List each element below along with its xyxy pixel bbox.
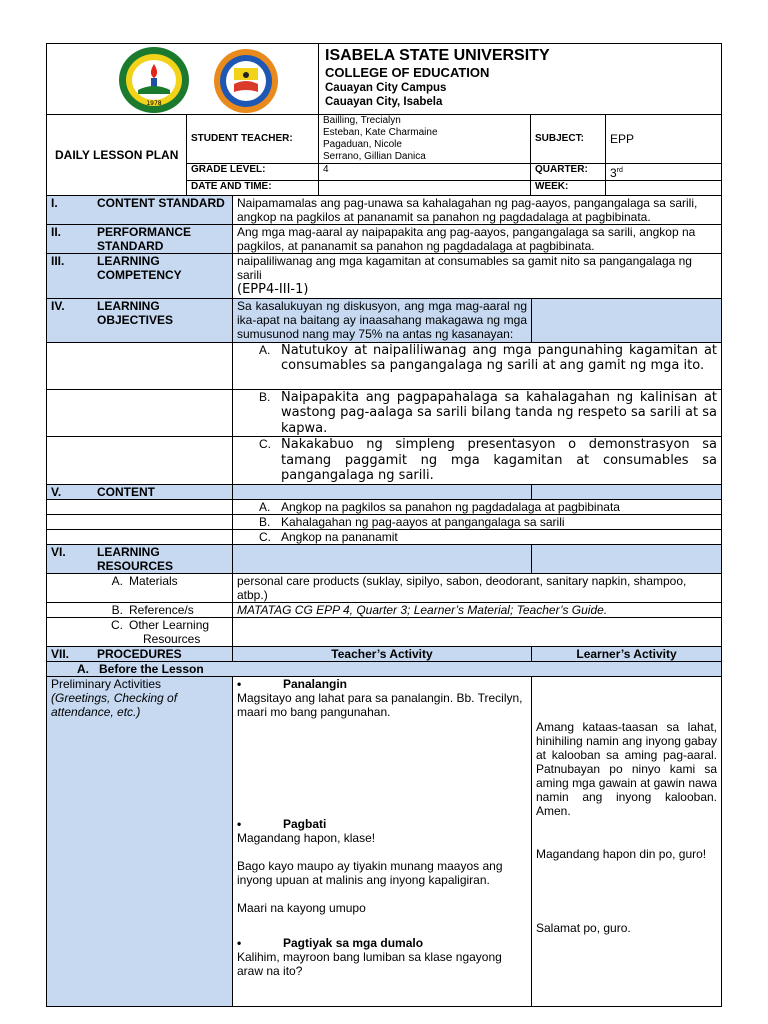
- content-left-empty: [47, 499, 233, 514]
- week-label: WEEK:: [531, 181, 606, 196]
- teacher-activity-cell: • Panalangin Magsitayo ang lahat para sa panalangin. Bb. Trecilyn, maari mo bang pangunahan. • Pagbati Magandang hapon, klase! Bago kayo maupo ay tiyakin munang maayos ang inyong upuan at malinis ang inyong kapaligiran. Maari na kayong umupo • Pagtiyak sa mga dumalo Kalihim, mayroon bang lumiban sa klase ngayong araw na ito?: [233, 676, 532, 1006]
- campus-name: Cauayan City Campus: [325, 82, 447, 94]
- content-left-empty: [47, 529, 233, 544]
- learner-thanks: Salamat po, guro.: [536, 920, 631, 935]
- seat-text: Bago kayo maupo ay tiyakin munang maayos ang inyong upuan at malinis ang inyong kapaligiran.: [237, 858, 503, 887]
- daily-lesson-plan-title: DAILY LESSON PLAN: [47, 115, 187, 196]
- performance-standard-heading: II. PERFORMANCE STANDARD: [47, 225, 233, 254]
- attendance-title: Pagtiyak sa mga dumalo: [283, 935, 424, 950]
- grade-level-value: 4: [319, 164, 531, 181]
- lesson-plan-page: [46, 43, 721, 1007]
- content-item: C. Angkop na pananamit: [233, 529, 722, 544]
- learner-activity-header: Learner’s Activity: [532, 646, 722, 661]
- content-heading: V. CONTENT: [47, 484, 233, 499]
- campus-city: Cauayan City, Isabela: [325, 96, 443, 108]
- student-teacher-name: Serrano, Gillian Danica: [323, 151, 426, 162]
- learning-competency-text: naipaliliwanag ang mga kagamitan at consumables sa gamit nito sa pangangalaga ng sarili (EPP4-III-1): [233, 254, 722, 299]
- objective-item: C. Nakakabuo ng simpleng presentasyon o demonstrasyon sa tamang paggamit ng mga kagamitan at consumables sa pangangalaga ng sarili.: [233, 437, 722, 485]
- seal-year: 1978: [146, 100, 162, 107]
- content-item: A. Angkop na pagkilos sa panahon ng pagdadalaga at pagbibinata: [233, 499, 722, 514]
- learner-prayer: Amang kataas-taasan sa lahat, hinihiling namin ang inyong gabay at kalooban sa aming pag-aaral. Patnubayan po ninyo kami sa aming mga gawain at gawin nawa namin ang inyong kalooban. Amen.: [536, 719, 718, 818]
- resource-materials: personal care products (suklay, sipilyo, sabon, deodorant, sanitary napkin, shampoo, atbp.): [233, 573, 722, 602]
- grade-level-label: GRADE LEVEL:: [187, 164, 319, 181]
- sit-text: Maari na kayong umupo: [237, 900, 366, 915]
- greeting-text: Magandang hapon, klase!: [237, 830, 376, 845]
- objective-left-empty: [47, 437, 233, 485]
- preliminary-note: (Greetings, Checking of: [51, 690, 178, 705]
- preliminary-label: Preliminary Activities: [51, 676, 162, 691]
- content-heading-empty: [233, 484, 532, 499]
- student-teacher-name: Pagaduan, Nicole: [323, 139, 402, 150]
- quarter-label: QUARTER:: [531, 164, 606, 181]
- content-heading-empty: [532, 484, 722, 499]
- greeting-title: Pagbati: [283, 816, 327, 831]
- resource-label: A. Materials: [47, 573, 233, 602]
- learner-activity-cell: [532, 676, 722, 1006]
- coe-seal-icon: [212, 48, 280, 114]
- content-item: B. Kahalagahan ng pag-aayos at pangangalaga sa sarili: [233, 514, 722, 529]
- attendance-text: Kalihim, mayroon bang lumiban sa klase ngayong araw na ito?: [237, 949, 502, 978]
- date-time-value[interactable]: [319, 181, 531, 196]
- subject-value: EPP: [606, 115, 722, 164]
- logos-cell: [47, 44, 319, 115]
- subject-label: SUBJECT:: [531, 115, 606, 164]
- institution-cell: [319, 44, 722, 115]
- date-time-label: DATE AND TIME:: [187, 181, 319, 196]
- quarter-value: 3rd: [606, 164, 722, 181]
- performance-standard-text: Ang mga mag-aaral ay naipapakita ang pag-aayos, pangangalaga sa sarili, angkop na pagkilos, at pananamit sa panahon ng pagdadalaga at pagbibinata.: [233, 225, 722, 254]
- resource-label: B. Reference/s: [47, 602, 233, 617]
- objective-left-empty: [47, 389, 233, 437]
- student-teacher-name: Esteban, Kate Charmaine: [323, 127, 438, 138]
- prayer-title: Panalangin: [283, 676, 348, 691]
- header-table: [46, 43, 722, 115]
- content-standard-heading: I. CONTENT STANDARD: [47, 196, 233, 225]
- learning-resources-empty: [532, 544, 722, 573]
- learning-resources-heading: VI. LEARNING RESOURCES: [47, 544, 233, 573]
- learning-competency-heading: III. LEARNING COMPETENCY: [47, 254, 233, 299]
- learning-resources-empty: [233, 544, 532, 573]
- resource-label: C. Other Learning Resources: [47, 617, 233, 646]
- resource-other: [233, 617, 722, 646]
- content-left-empty: [47, 514, 233, 529]
- learning-objectives-intro: Sa kasalukuyan ng diskusyon, ang mga mag-aaral ng ika-apat na baitang ay inaasahang makagawa ng mga sumusunod nang may 75% na antas ng kasanayan:: [233, 298, 532, 342]
- objective-left-empty: [47, 342, 233, 389]
- student-teacher-name: Bailling, Trecialyn: [323, 115, 401, 126]
- resource-references: MATATAG CG EPP 4, Quarter 3; Learner’s Material; Teacher’s Guide.: [233, 602, 722, 617]
- learning-objectives-empty: [532, 298, 722, 342]
- university-name: ISABELA STATE UNIVERSITY: [325, 47, 550, 64]
- learner-greeting: Magandang hapon din po, guro!: [536, 846, 707, 861]
- objective-item: A. Natutukoy at naipaliliwanag ang mga pangunahing kagamitan at consumables sa pangangalaga ng sarili at ang gamit ng mga ito.: [233, 342, 722, 389]
- learning-objectives-heading: IV. LEARNING OBJECTIVES: [47, 298, 233, 342]
- student-teacher-label: STUDENT TEACHER:: [187, 115, 319, 164]
- before-lesson-heading: A. Before the Lesson: [47, 661, 722, 676]
- lesson-table: [46, 195, 722, 1007]
- student-teacher-names: [319, 115, 531, 164]
- isu-seal-icon: [118, 46, 190, 114]
- week-value[interactable]: [606, 181, 722, 196]
- procedures-heading: VII. PROCEDURES: [47, 646, 233, 661]
- objective-item: B. Naipapakita ang pagpapahalaga sa kahalagahan ng kalinisan at wastong pag-aalaga sa sarili bilang tanda ng respeto sa sarili at sa kapwa.: [233, 389, 722, 437]
- preliminary-activities-cell: [47, 676, 233, 1006]
- preliminary-note: attendance, etc.): [51, 704, 141, 719]
- college-name: COLLEGE OF EDUCATION: [325, 65, 490, 80]
- prayer-text: Magsitayo ang lahat para sa panalangin. Bb. Trecilyn, maari mo bang pangunahan.: [237, 690, 523, 719]
- teacher-activity-header: Teacher’s Activity: [233, 646, 532, 661]
- info-table: [46, 114, 722, 196]
- content-standard-text: Naipamamalas ang pag-unawa sa kahalagahan ng pag-aayos, pangangalaga sa sarili, angkop na pagkilos at pananamit sa panahon ng pagdadalaga at pagbibinata.: [233, 196, 722, 225]
